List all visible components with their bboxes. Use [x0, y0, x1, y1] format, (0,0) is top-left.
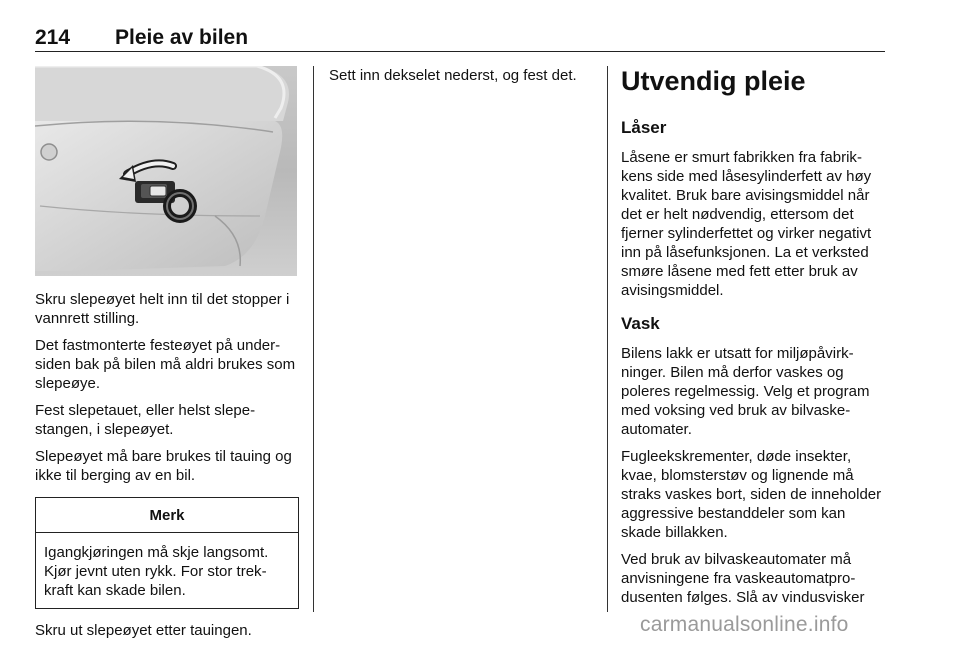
instruction-text: Skru ut slepeøyet etter tauingen.	[35, 622, 252, 639]
note-title: Merk	[36, 498, 298, 533]
instruction-text: Fest slepetauet, eller helst slepestangen, i slepeøyet.	[35, 402, 256, 438]
page-title: Pleie av bilen	[115, 26, 249, 49]
page-number: 214	[35, 26, 71, 49]
note-body: Igangkjøringen må skje langsomt. Kjør jevnt uten rykk. For stor trekkraft kan skade bilen.	[44, 544, 269, 599]
subsection-title-locks: Låser	[621, 118, 667, 137]
body-text: Låsene er smurt fabrikken fra fabrikkens side med låsesylinderfett av høy kvalitet. Bruk bare avisingsmiddel når det er helt nødvendig, ettersom det fjerner sylinderfettet og virker negativt inn på låsefunksjonen. La et verksted smøre låsene med fett etter bruk av avisingsmiddel.	[621, 149, 872, 299]
section-heading: Utvendig pleie	[621, 66, 806, 96]
column-divider-2	[607, 66, 608, 612]
watermark: carmanualsonline.info	[640, 613, 849, 636]
subsection-title-wash: Vask	[621, 314, 660, 333]
instruction-text: Slepeøyet må bare brukes til tauing og ikke til berging av en bil.	[35, 448, 292, 484]
column-2	[329, 66, 603, 93]
instruction-text: Skru slepeøyet helt inn til det stopper i vannrett stilling.	[35, 291, 290, 327]
column-divider-1	[313, 66, 314, 612]
body-text: Fugleekskrementer, døde insekter, kvae, blomsterstøv og lignende må straks vaskes bort, siden de inneholder aggressive bestanddeler som kan skade billakken.	[621, 448, 882, 541]
towing-eye-illustration	[35, 66, 297, 276]
body-text: Ved bruk av bilvaskeautomater må anvisningene fra vaskeautomatprodusenten følges. Slå av vindusvisker	[621, 551, 865, 606]
column-1	[35, 66, 299, 648]
column-3	[621, 66, 887, 615]
instruction-text: Sett inn dekselet nederst, og fest det.	[329, 67, 577, 84]
page-header	[35, 26, 885, 52]
instruction-text: Det fastmonterte festeøyet på undersiden bak på bilen må aldri brukes som slepeøye.	[35, 337, 296, 392]
note-box	[35, 497, 299, 609]
header-divider	[35, 51, 885, 52]
body-text: Bilens lakk er utsatt for miljøpåvirkninger. Bilen må derfor vaskes og poleres regelmessig. Velg et program med voksing ved bruk av bilvaskeautomater.	[621, 345, 870, 438]
